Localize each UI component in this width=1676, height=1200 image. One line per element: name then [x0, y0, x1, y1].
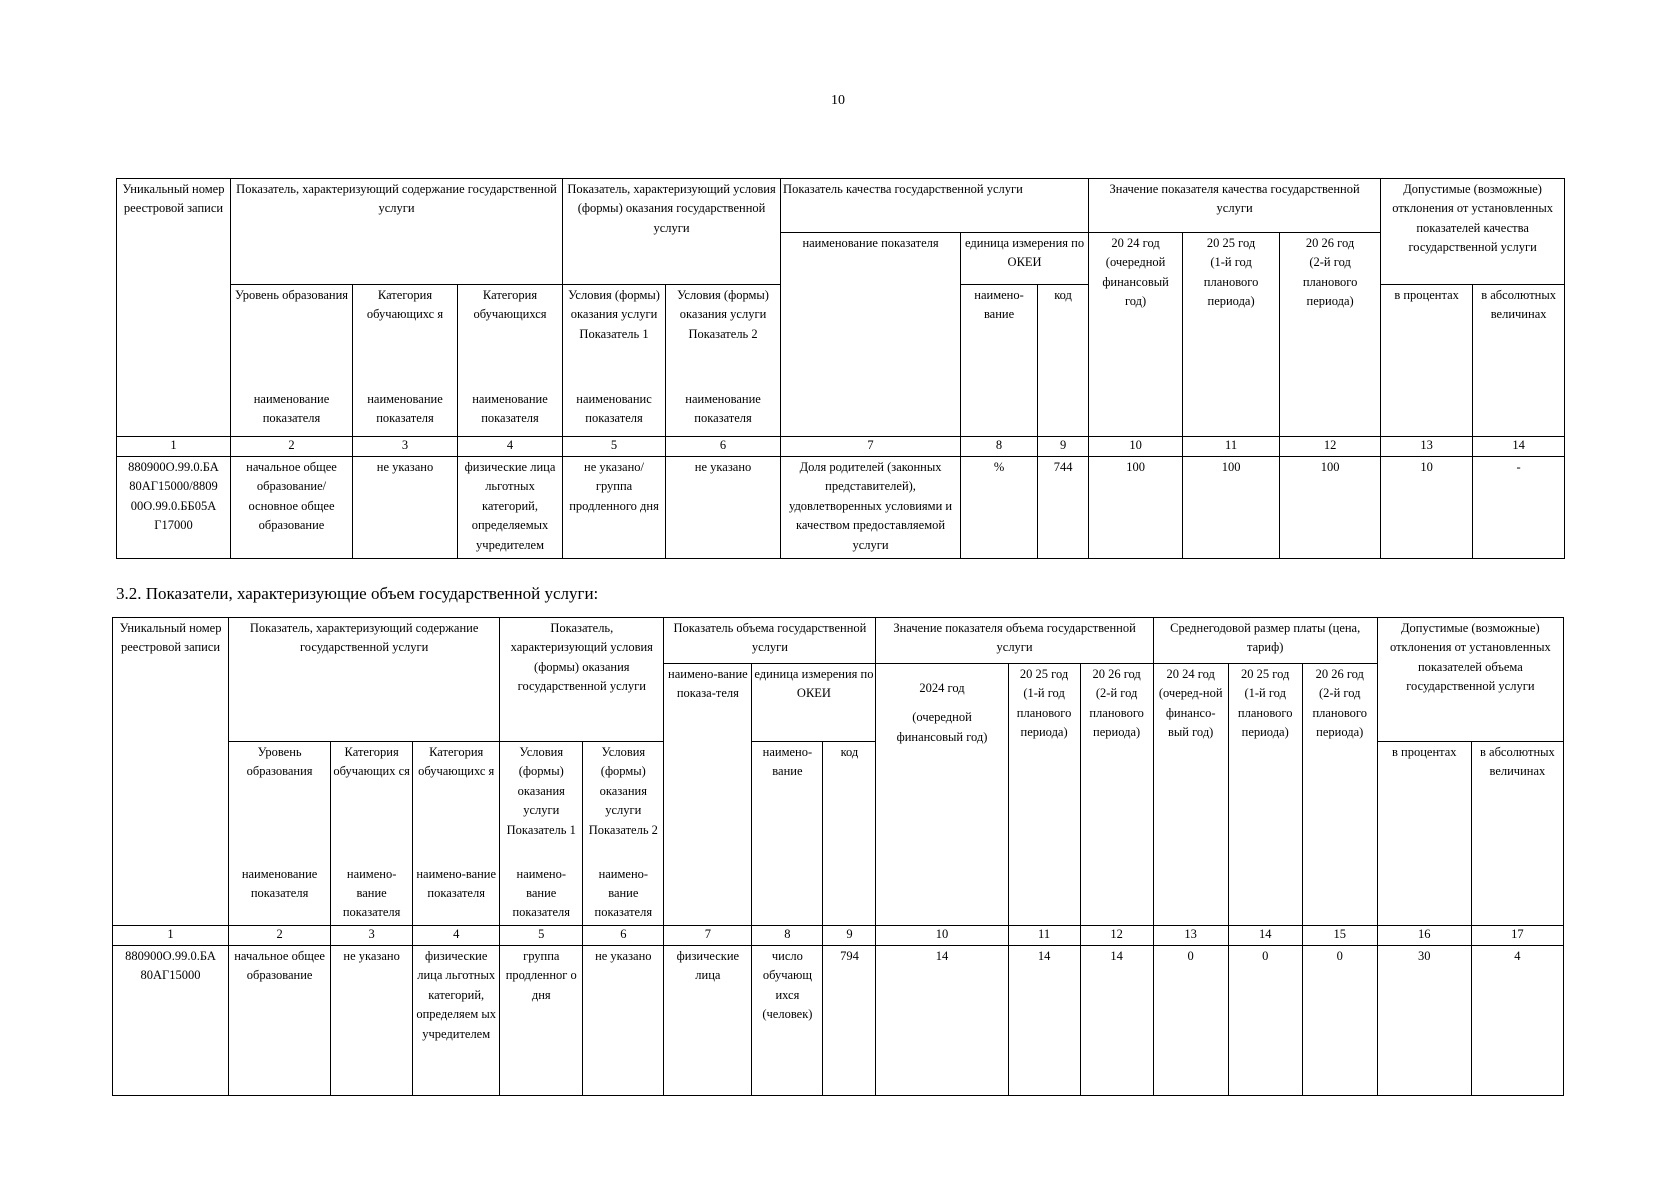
header-fee-2024	[1153, 664, 1228, 926]
fee-2026: 0	[1302, 946, 1377, 1096]
header-fee-2026	[1302, 664, 1377, 926]
value-2026: 14	[1080, 946, 1153, 1096]
header-quality-value: Значение показателя качества государственной услуги	[1089, 179, 1381, 233]
column-number: 5	[500, 926, 583, 946]
student-category-2: физические лица льготных категорий, определяем ых учредителем	[413, 946, 500, 1096]
value-2024: 100	[1089, 457, 1183, 559]
header-deviation-absolute: в абсолютных величинах	[1473, 285, 1565, 437]
year-2025-label: 20 25 год	[1206, 236, 1256, 250]
condition-1: группа продленног о дня	[500, 946, 583, 1096]
value-2024-sub: (очередной финансовый год)	[896, 710, 988, 744]
header-unique-number: Уникальный номер реестровой записи	[117, 179, 231, 437]
table-row	[113, 946, 1564, 1096]
header-student-category-2: Категория обучающихся	[458, 285, 563, 389]
column-number: 12	[1080, 926, 1153, 946]
fee-2024-label: 20 24 год	[1166, 667, 1215, 681]
year-2024-sub: (очередной финансовый год)	[1102, 255, 1169, 309]
registry-number: 880900О.99.0.БА 80АГ15000/8809 00О.99.0.ББ05А Г17000	[117, 457, 231, 559]
value-2024-label: 2024 год	[919, 681, 965, 695]
fee-2026-label: 20 26 год	[1315, 667, 1364, 681]
value-2025-label: 20 25 год	[1019, 667, 1069, 681]
header-content-indicator: Показатель, характеризующий содержание государственной услуги	[231, 179, 563, 285]
unit-name: число обучающ ихся (человек)	[752, 946, 823, 1096]
table-row	[117, 457, 1565, 559]
fee-2025-sub: (1-й год планового периода)	[1237, 686, 1293, 740]
column-number: 7	[664, 926, 752, 946]
header-condition-1: Условия (формы) оказания услуги Показатель 1	[563, 285, 666, 389]
year-2026-label: 20 26 год	[1305, 236, 1355, 250]
fee-2024-sub: (очеред-ной финансо-вый год)	[1158, 686, 1223, 740]
column-number: 9	[823, 926, 876, 946]
header-condition-2: Условия (формы) оказания услуги Показатель 2	[666, 285, 781, 389]
column-number: 4	[458, 437, 563, 457]
header-deviation: Допустимые (возможные) отклонения от установленных показателей качества государственной услуги	[1381, 179, 1565, 285]
fee-2026-sub: (2-й год планового периода)	[1312, 686, 1368, 740]
subheader-indicator-name: наименование показателя	[458, 389, 563, 437]
volume-indicators-table	[112, 617, 1564, 1096]
header-unique-number: Уникальный номер реестровой записи	[113, 618, 229, 926]
header-value-2026	[1080, 664, 1153, 926]
year-2026-sub: (2-й год планового периода)	[1302, 255, 1358, 309]
student-category-1: не указано	[353, 457, 458, 559]
fee-2024: 0	[1153, 946, 1228, 1096]
column-number: 3	[353, 437, 458, 457]
page-number: 10	[831, 93, 845, 108]
header-fee: Среднегодовой размер платы (цена, тариф)	[1153, 618, 1377, 664]
column-number: 15	[1302, 926, 1377, 946]
header-value-2025	[1008, 664, 1080, 926]
year-2024-label: 20 24 год	[1111, 236, 1160, 250]
subheader-indicator-name: наимено-вание показателя	[413, 864, 500, 926]
header-unit-name: наимено-вание	[752, 742, 823, 926]
column-number: 16	[1377, 926, 1471, 946]
column-number: 6	[583, 926, 664, 946]
column-number: 8	[961, 437, 1038, 457]
header-content-indicator: Показатель, характеризующий содержание государственной услуги	[229, 618, 500, 742]
column-number: 10	[876, 926, 1008, 946]
value-2026: 100	[1280, 457, 1381, 559]
header-conditions-indicator: Показатель, характеризующий условия (формы) оказания государственной услуги	[563, 179, 781, 285]
column-number: 2	[229, 926, 331, 946]
column-number: 14	[1473, 437, 1565, 457]
value-2026-label: 20 26 год	[1092, 667, 1141, 681]
column-number: 7	[781, 437, 961, 457]
header-condition-1: Условия (формы) оказания услуги Показатель 1	[500, 742, 583, 864]
education-level: начальное общее образование/ основное общее образование	[231, 457, 353, 559]
deviation-absolute: 4	[1471, 946, 1563, 1096]
column-number: 13	[1381, 437, 1473, 457]
header-year-2026	[1280, 233, 1381, 437]
column-number: 4	[413, 926, 500, 946]
fee-2025-label: 20 25 год	[1241, 667, 1290, 681]
header-indicator-name: наимено-вание показа-теля	[664, 664, 752, 926]
value-2025: 100	[1183, 457, 1280, 559]
subheader-indicator-name: наименование показателя	[231, 389, 353, 437]
column-number: 1	[117, 437, 231, 457]
condition-2: не указано	[583, 946, 664, 1096]
header-deviation: Допустимые (возможные) отклонения от установленных показателей объема государственной услуги	[1377, 618, 1563, 742]
condition-1: не указано/ группа продленного дня	[563, 457, 666, 559]
header-unit-code: код	[1038, 285, 1089, 437]
value-2026-sub: (2-й год планового периода)	[1089, 686, 1144, 740]
unit-code: 744	[1038, 457, 1089, 559]
header-student-category-2: Категория обучающихс я	[413, 742, 500, 864]
header-deviation-percent: в процентах	[1377, 742, 1471, 926]
header-volume-value: Значение показателя объема государственной услуги	[876, 618, 1153, 664]
value-2025-sub: (1-й год планового периода)	[1016, 686, 1072, 740]
column-number: 1	[113, 926, 229, 946]
section-title: 3.2. Показатели, характеризующие объем государственной услуги:	[116, 584, 599, 603]
header-year-2025	[1183, 233, 1280, 437]
column-number: 2	[231, 437, 353, 457]
header-education-level: Уровень образования	[229, 742, 331, 864]
header-deviation-absolute: в абсолютных величинах	[1471, 742, 1563, 926]
header-education-level: Уровень образования	[231, 285, 353, 389]
deviation-percent: 30	[1377, 946, 1471, 1096]
header-fee-2025	[1228, 664, 1302, 926]
header-unit-code: код	[823, 742, 876, 926]
column-number: 12	[1280, 437, 1381, 457]
header-condition-2: Условия (формы) оказания услуги Показатель 2	[583, 742, 664, 864]
header-volume-indicator: Показатель объема государственной услуги	[664, 618, 876, 664]
header-year-2024	[1089, 233, 1183, 437]
student-category-1: не указано	[331, 946, 413, 1096]
subheader-indicator-name: наимено-вание показателя	[583, 864, 664, 926]
header-student-category-1: Категория обучающихс я	[353, 285, 458, 389]
header-value-2024	[876, 664, 1008, 926]
fee-2025: 0	[1228, 946, 1302, 1096]
quality-indicator: Доля родителей (законных представителей), удовлетворенных условиями и качеством предоставляемой услуги	[781, 457, 961, 559]
subheader-indicator-name: наименование показателя	[353, 389, 458, 437]
column-number: 5	[563, 437, 666, 457]
header-quality-indicator: Показатель качества государственной услуги	[781, 179, 1089, 233]
column-number: 14	[1228, 926, 1302, 946]
registry-number: 880900О.99.0.БА 80АГ15000	[113, 946, 229, 1096]
volume-indicator: физические лица	[664, 946, 752, 1096]
column-number: 3	[331, 926, 413, 946]
header-conditions-indicator: Показатель, характеризующий условия (формы) оказания государственной услуги	[500, 618, 664, 742]
column-number: 10	[1089, 437, 1183, 457]
unit-code: 794	[823, 946, 876, 1096]
header-unit-okei: единица измерения по ОКЕИ	[961, 233, 1089, 285]
year-2025-sub: (1-й год планового периода)	[1203, 255, 1259, 309]
subheader-indicator-name: наименование показателя	[229, 864, 331, 926]
header-indicator-name: наименование показателя	[781, 233, 961, 437]
subheader-indicator-name: наимено-вание показателя	[500, 864, 583, 926]
deviation-absolute: -	[1473, 457, 1565, 559]
column-number: 11	[1183, 437, 1280, 457]
column-number: 6	[666, 437, 781, 457]
deviation-percent: 10	[1381, 457, 1473, 559]
header-student-category-1: Категория обучающих ся	[331, 742, 413, 864]
subheader-indicator-name: наимено-вание показателя	[331, 864, 413, 926]
education-level: начальное общее образование	[229, 946, 331, 1096]
column-number: 11	[1008, 926, 1080, 946]
column-number: 17	[1471, 926, 1563, 946]
unit-name: %	[961, 457, 1038, 559]
value-2025: 14	[1008, 946, 1080, 1096]
quality-indicators-table	[116, 178, 1565, 559]
header-unit-name: наимено-вание	[961, 285, 1038, 437]
subheader-indicator-name: наименованис показателя	[563, 389, 666, 437]
column-number: 13	[1153, 926, 1228, 946]
student-category-2: физические лица льготных категорий, определяемых учредителем	[458, 457, 563, 559]
subheader-indicator-name: наименование показателя	[666, 389, 781, 437]
header-deviation-percent: в процентах	[1381, 285, 1473, 437]
value-2024: 14	[876, 946, 1008, 1096]
column-number: 9	[1038, 437, 1089, 457]
condition-2: не указано	[666, 457, 781, 559]
column-number: 8	[752, 926, 823, 946]
header-unit-okei: единица измерения по ОКЕИ	[752, 664, 876, 742]
